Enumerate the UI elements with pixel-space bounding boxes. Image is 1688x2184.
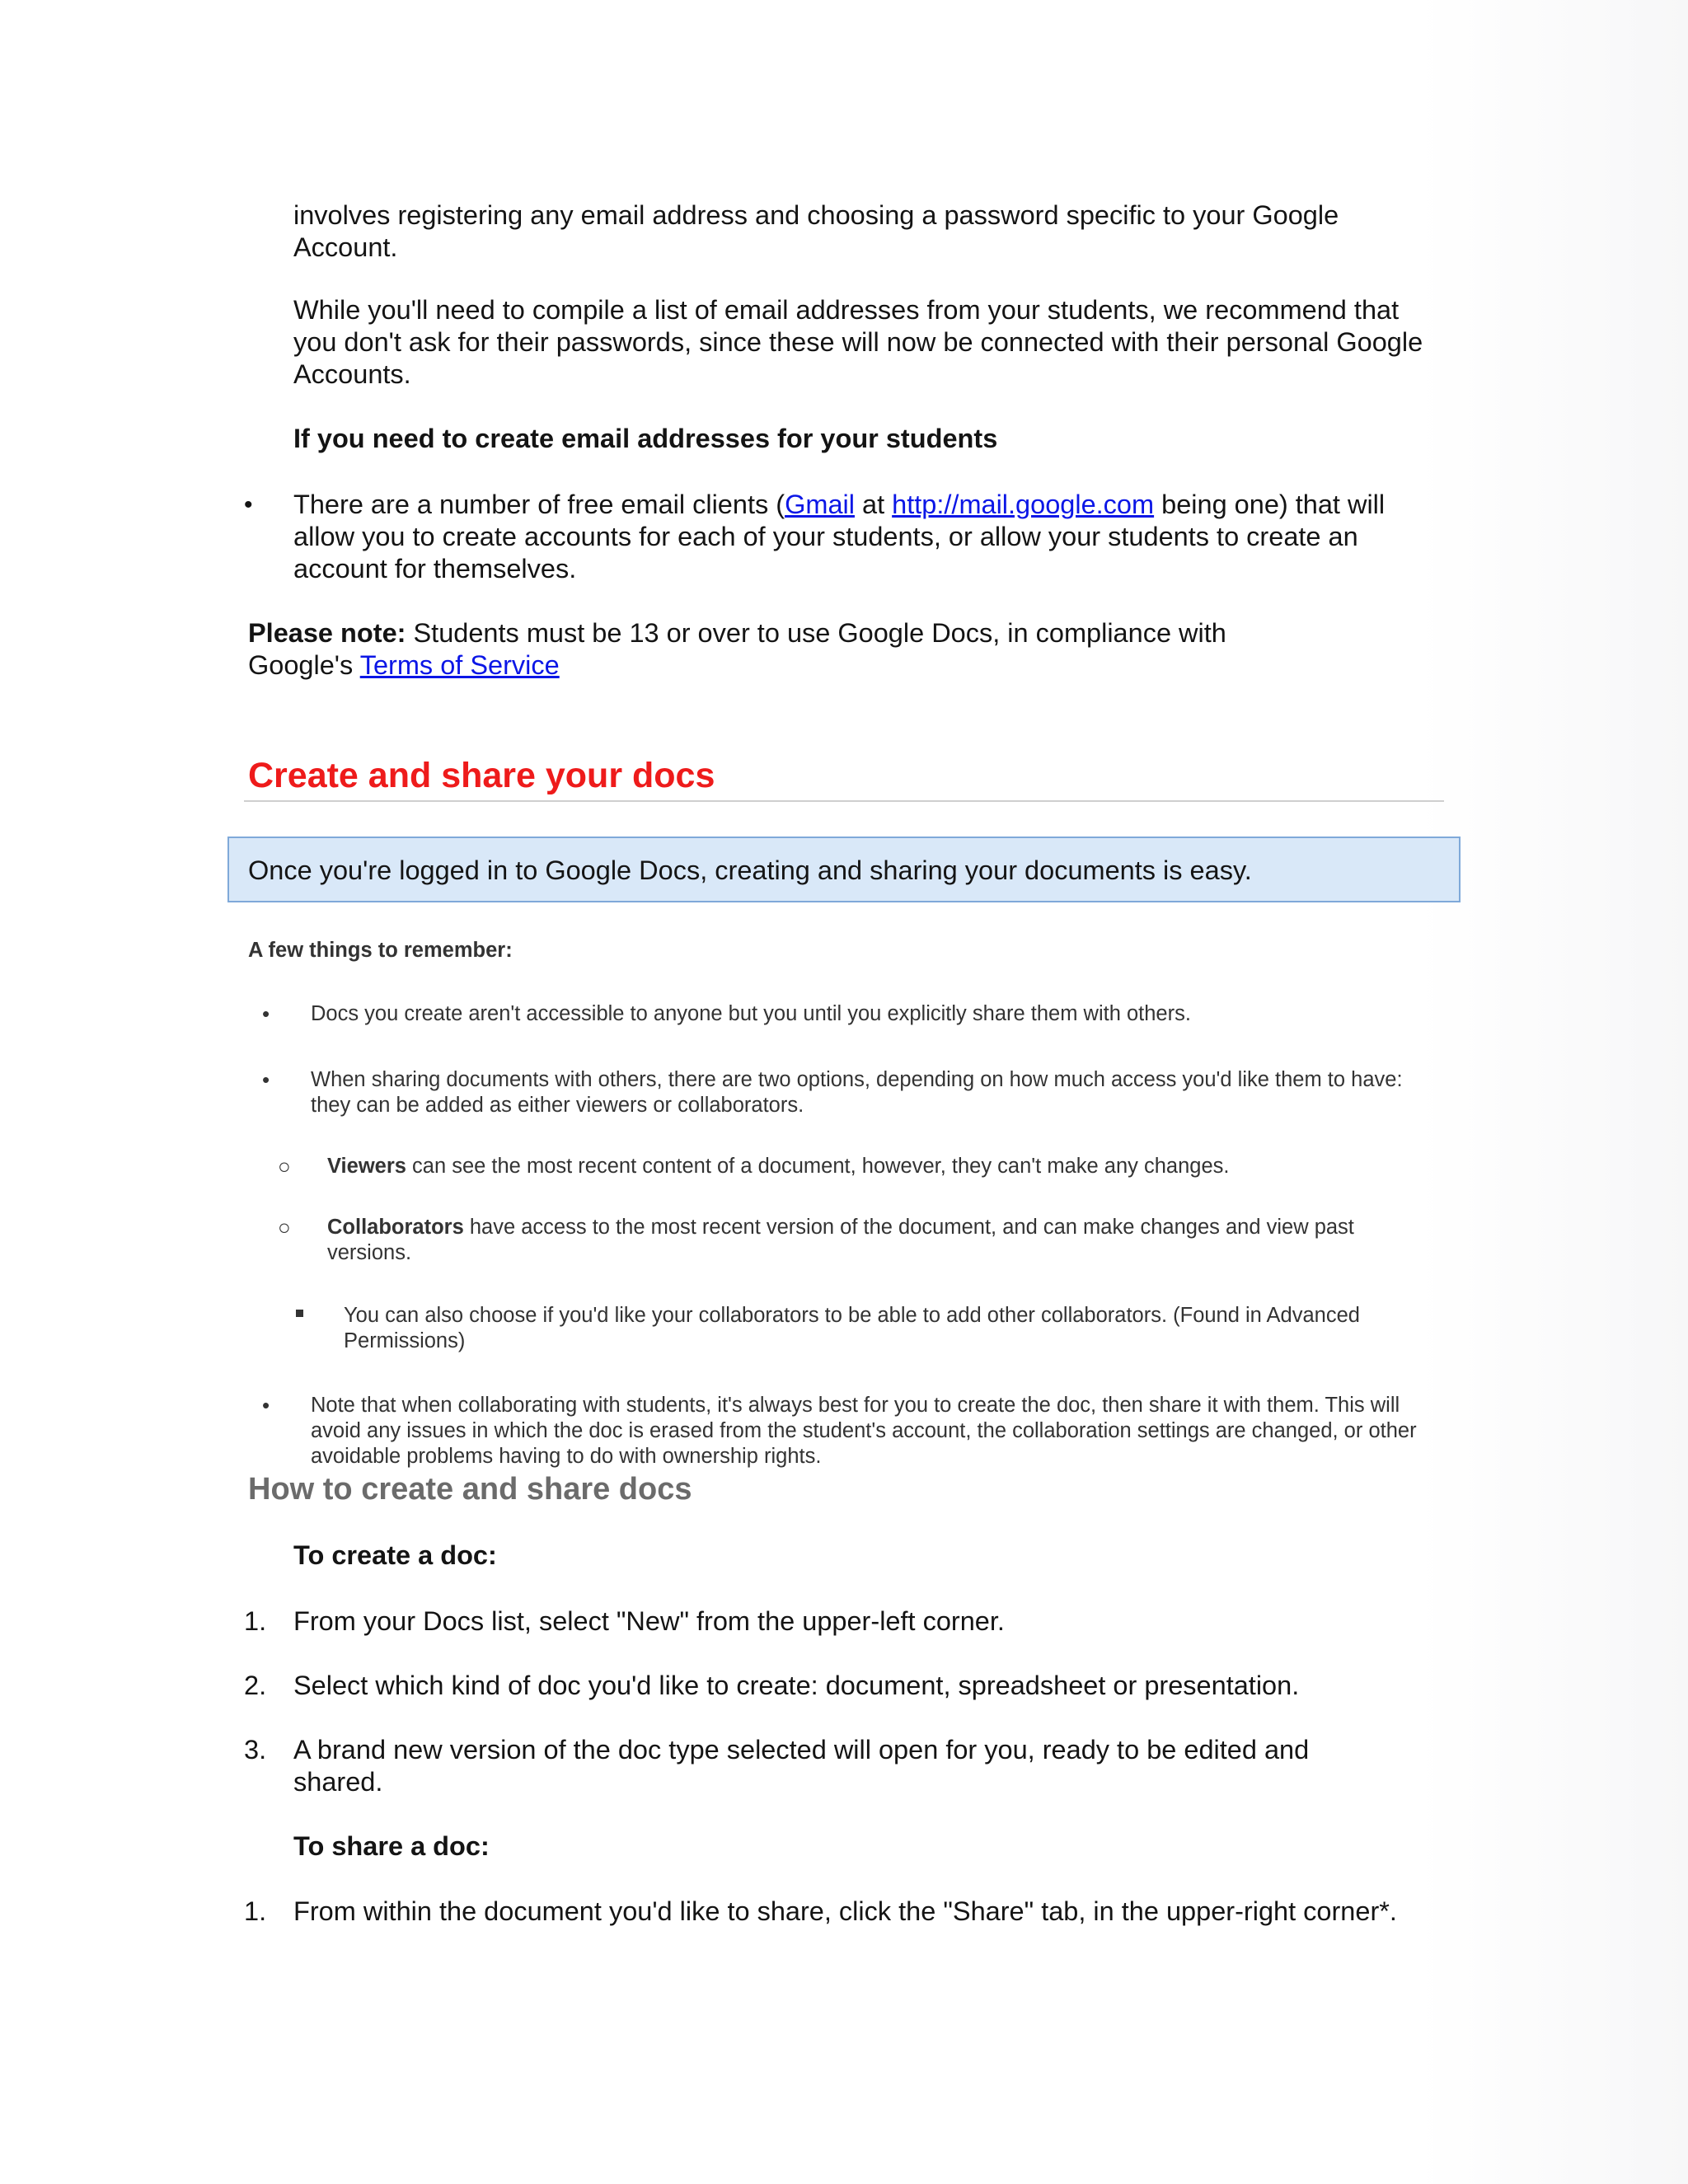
share-doc-heading: To share a doc:	[293, 1831, 490, 1861]
step-number: 1.	[244, 1606, 267, 1636]
create-step-1: From your Docs list, select "New" from the upper-left corner.	[293, 1606, 1005, 1636]
password-advice-paragraph: While you'll need to compile a list of email addresses from your students, we recommend that you don't ask for their passwords, since these will now be connected with their personal Google Accounts.	[293, 295, 1423, 389]
step-number: 1.	[244, 1896, 267, 1926]
remember-item-ownership: Note that when collaborating with students, it's always best for you to create the doc, then share it with them. This will avoid any issues in which the doc is erased from the student's account, the collaboration settings are changed, or other avoidable problems having to do with ownership rights.	[311, 1394, 1417, 1468]
bullet-text: at	[854, 490, 893, 519]
remember-item-private: Docs you create aren't accessible to anyone but you until you explicitly share them with others.	[311, 1002, 1191, 1025]
bullet-dot: •	[262, 1001, 270, 1026]
remember-item-sharing-options: When sharing documents with others, there are two options, depending on how much access you'd like them to have: they can be added as either viewers or collaborators.	[311, 1068, 1403, 1117]
bullet-dot: •	[262, 1067, 270, 1092]
remember-heading: A few things to remember:	[248, 939, 513, 962]
share-step-1: From within the document you'd like to share, click the "Share" tab, in the upper-right corner*.	[293, 1896, 1397, 1926]
section-title-create-share: Create and share your docs	[248, 756, 715, 795]
bullet-text: being one) that will allow you to create accounts for each of your students, or allow your students to create an account for themselves.	[293, 490, 1386, 583]
email-clients-bullet	[293, 489, 1447, 585]
advanced-permissions-item: You can also choose if you'd like your collaborators to be able to add other collaborators. (Found in Advanced Permissions)	[344, 1304, 1360, 1352]
section-divider	[244, 800, 1444, 802]
step-number: 2.	[244, 1671, 267, 1700]
note-text: Google's	[248, 650, 360, 680]
collaborators-label: Collaborators	[327, 1216, 464, 1239]
note-label: Please note:	[248, 618, 406, 648]
create-step-2: Select which kind of doc you'd like to create: document, spreadsheet or presentation.	[293, 1671, 1300, 1700]
bullet-circle: ○	[278, 1215, 291, 1240]
callout-text: Once you're logged in to Google Docs, creating and sharing your documents is easy.	[248, 855, 1252, 885]
step-number: 3.	[244, 1735, 267, 1765]
create-step-3: A brand new version of the doc type selected will open for you, ready to be edited and shared.	[293, 1735, 1310, 1797]
create-doc-heading: To create a doc:	[293, 1540, 497, 1570]
section-title-how-to: How to create and share docs	[248, 1472, 692, 1507]
note-text: Students must be 13 or over to use Google Docs, in compliance with	[406, 618, 1226, 648]
collaborators-text: have access to the most recent version of the document, and can make changes and view past versions.	[327, 1216, 1354, 1264]
bullet-text: There are a number of free email clients (	[293, 490, 785, 519]
email-creation-heading: If you need to create email addresses for your students	[293, 424, 998, 453]
gmail-link[interactable]: Gmail	[785, 490, 855, 519]
bullet-circle: ○	[278, 1154, 291, 1179]
collaborators-item	[327, 1215, 1432, 1266]
terms-of-service-link[interactable]: Terms of Service	[359, 650, 560, 680]
square-bullet	[296, 1310, 303, 1317]
age-note	[248, 617, 1402, 682]
bullet-dot: •	[244, 491, 253, 518]
viewers-text: can see the most recent content of a document, however, they can't make any changes.	[406, 1155, 1230, 1178]
mail-google-link[interactable]: http://mail.google.com	[892, 490, 1155, 519]
intro-paragraph: involves registering any email address and choosing a password specific to your Google Account.	[293, 200, 1339, 262]
bullet-dot: •	[262, 1393, 270, 1418]
viewers-item	[327, 1154, 1432, 1179]
viewers-label: Viewers	[327, 1155, 406, 1178]
